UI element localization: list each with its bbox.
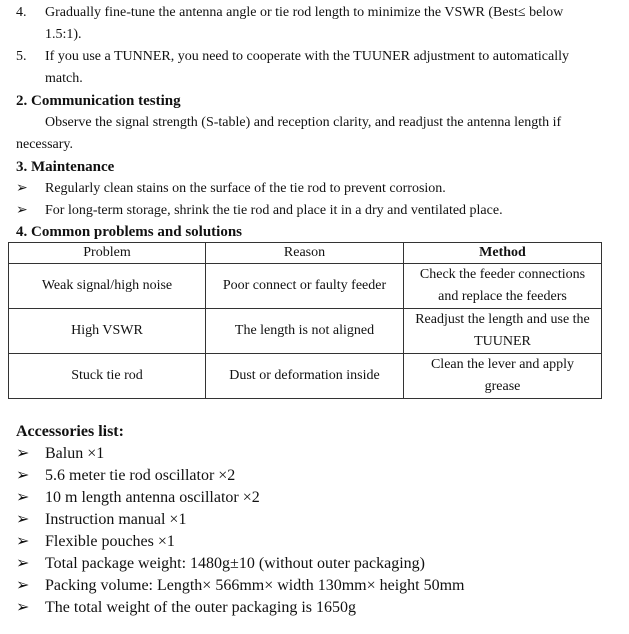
cell-method (404, 264, 602, 309)
arrow-bullet-icon: ➢ (16, 511, 30, 528)
accessory-text: Flexible pouches ×1 (45, 533, 175, 550)
cell-reason: The length is not aligned (206, 309, 404, 354)
accessory-text: 10 m length antenna oscillator ×2 (45, 489, 260, 506)
bullet-text: For long-term storage, shrink the tie rod and place it in a dry and ventilated place. (45, 203, 503, 218)
accessory-text: 5.6 meter tie rod oscillator ×2 (45, 467, 236, 484)
accessory-text: Total package weight: 1480g±10 (without outer packaging) (45, 555, 425, 572)
arrow-bullet-icon: ➢ (16, 599, 30, 616)
cell-problem: Stuck tie rod (9, 354, 206, 399)
arrow-bullet-icon: ➢ (16, 489, 30, 506)
table-row (9, 354, 602, 399)
column-header-problem: Problem (9, 243, 206, 264)
arrow-bullet-icon: ➢ (16, 533, 30, 550)
bullet-text: Regularly clean stains on the surface of the tie rod to prevent corrosion. (45, 181, 446, 196)
problems-table (8, 242, 602, 399)
step-number: 4. (16, 5, 27, 20)
method-line1: Readjust the length and use the (415, 312, 590, 327)
column-header-method: Method (404, 243, 602, 264)
accessory-text: Balun ×1 (45, 445, 105, 462)
step-number: 5. (16, 49, 27, 64)
method-line1: Clean the lever and apply (430, 357, 575, 372)
accessory-text: The total weight of the outer packaging is 1650g (45, 599, 357, 616)
arrow-bullet-icon: ➢ (16, 181, 28, 196)
method-line2: grease (484, 379, 521, 394)
step-text-line2: 1.5:1). (45, 27, 82, 42)
table-row (9, 309, 602, 354)
cell-problem: High VSWR (9, 309, 206, 354)
column-header-reason: Reason (206, 243, 404, 264)
section-heading-problems: 4. Common problems and solutions (16, 224, 243, 240)
arrow-bullet-icon: ➢ (16, 445, 30, 462)
cell-method (404, 309, 602, 354)
step-text-line1: If you use a TUNNER, you need to cooperate with the TUUNER adjustment to automatically (45, 49, 569, 64)
cell-reason: Poor connect or faulty feeder (206, 264, 404, 309)
step-text-line1: Gradually fine-tune the antenna angle or tie rod length to minimize the VSWR (Best≤ below (45, 5, 564, 20)
cell-problem: Weak signal/high noise (9, 264, 206, 309)
accessories-title: Accessories list: (16, 423, 124, 440)
accessory-text: Instruction manual ×1 (45, 511, 187, 528)
para-text: Observe the signal strength (S-table) and reception clarity, and readjust the antenna length if (45, 115, 562, 130)
method-line1: Check the feeder connections (419, 267, 586, 282)
arrow-bullet-icon: ➢ (16, 577, 30, 594)
cell-reason: Dust or deformation inside (206, 354, 404, 399)
arrow-bullet-icon: ➢ (16, 203, 28, 218)
table-row (9, 264, 602, 309)
step-text-line2: match. (45, 71, 83, 86)
arrow-bullet-icon: ➢ (16, 555, 30, 572)
cell-method (404, 354, 602, 399)
arrow-bullet-icon: ➢ (16, 467, 30, 484)
accessory-text: Packing volume: Length× 566mm× width 130mm× height 50mm (45, 577, 465, 594)
method-line2: and replace the feeders (438, 289, 567, 304)
para-text: necessary. (16, 137, 74, 152)
section-heading-maintenance: 3. Maintenance (16, 159, 115, 175)
section-heading-communication: 2. Communication testing (16, 93, 181, 109)
method-line2: TUUNER (474, 334, 531, 349)
table-header-row (9, 243, 602, 264)
